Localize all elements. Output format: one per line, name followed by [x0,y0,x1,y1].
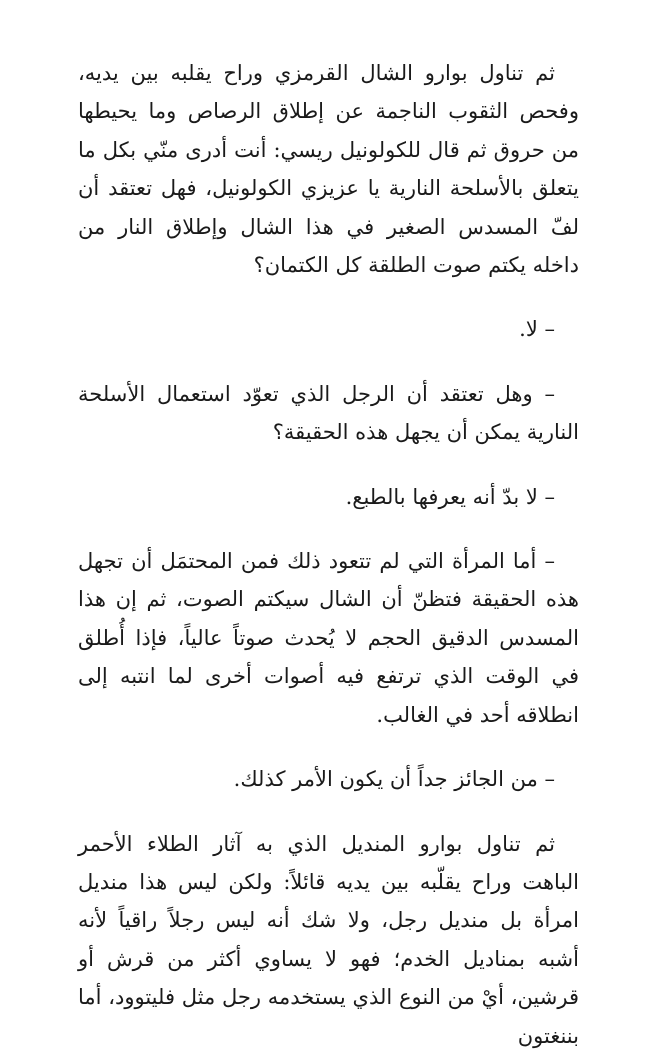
dialogue-line-no: – لا. [519,317,555,342]
dialogue-line-question: – وهل تعتقد أن الرجل الذي تعوّد استعمال الأسلحة النارية يمكن أن يجهل هذه الحقيقة؟ [78,381,579,445]
dialogue-line-answer: – لا بدّ أنه يعرفها بالطبع. [345,484,555,509]
paragraph-poirot-scarf: ثم تناول بوارو الشال القرمزي وراح يقلبه بين يديه، وفحص الثقوب الناجمة عن إطلاق الرصاص وما يحيطها من حروق ثم قال للكولونيل ريسي: أنت أدرى منّي بكل ما يتعلق بالأسلحة النارية يا عزيزي الكولونيل، فهل تعتقد أن لفّ المسدس الصغير في هذا الشال وإطلاق النار من داخله يكتم صوت الطلقة كل الكتمان؟ [78,61,579,278]
dialogue-line-woman: – أما المرأة التي لم تتعود ذلك فمن المحتمَل أن تجهل هذه الحقيقة فتظنّ أن الشال سيكتم الصوت، ثم إن هذا المسدس الدقيق الحجم لا يُحدث صوتاً عالياً، فإذا أُطلق في الوقت الذي ترتفع فيه أصوات أخرى لما انتبه إلى انطلاقه أحد في الغالب. [78,549,579,727]
dialogue-line-possible: – من الجائز جداً أن يكون الأمر كذلك. [233,767,555,792]
paragraph-poirot-handkerchief: ثم تناول بوارو المنديل الذي به آثار الطلاء الأحمر الباهت وراح يقلّبه بين يديه قائلاً: ولكن ليس هذا منديل امرأة بل منديل رجل، ولا شك أنه ليس رجلاً راقياً لأنه أشبه بمناديل الخدم؛ فهو لا يساوي أكثر من قرش أو قرشين، أيْ من النوع الذي يستخدمه رجل مثل فليتوود، أما بننغتون [78,831,579,1048]
